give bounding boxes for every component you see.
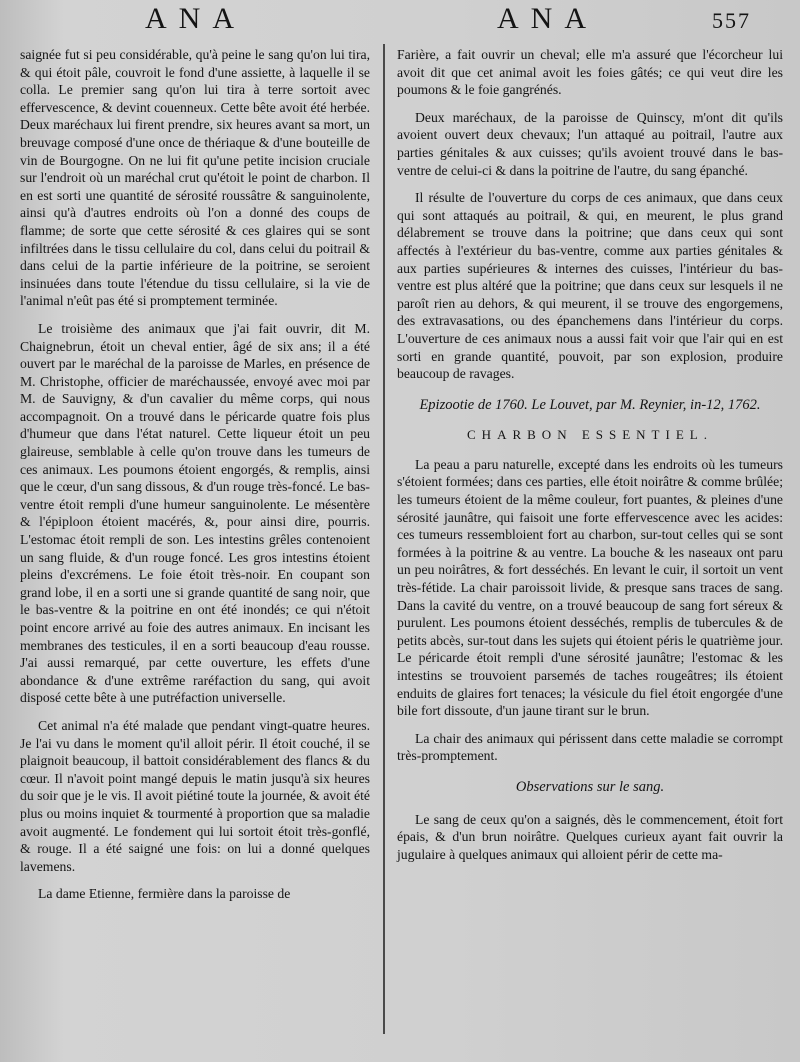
- paragraph: Deux maréchaux, de la paroisse de Quinscy, m'ont dit qu'ils avoient ouvert deux chevaux; l'un attaqué au poitrail, l'autre aux parties génitales & aux cuisses; qu'ils avoient trouvé dans le bas-ventre de celui-ci & dans la poitrine de l'autre, du sang épanché.: [397, 109, 783, 178]
- running-header-right: ANA: [497, 2, 598, 35]
- column-divider: [383, 44, 385, 1034]
- paragraph: Cet animal n'a été malade que pendant vingt-quatre heures. Je l'ai vu dans le moment qu'il alloit périr. Il étoit couché, il se plaignoit beaucoup, il battoit considérablement des flancs & du cœur. Il n'avoit point mangé depuis le matin jusqu'à six heures du soir que je le vis. Il avoit piétiné toute la journée, & avoit été plus ou moins inquiet & tourmenté à proportion que sa maladie avoit augmenté. Le fondement qui lui sortoit étoit très-gonflé, & rouge. Il a été saigné une fois: on lui a donné quelques lavemens.: [20, 717, 370, 874]
- subsection-heading: Observations sur le sang.: [515, 778, 665, 795]
- paragraph: La chair des animaux qui périssent dans cette maladie se corrompt très-promptement.: [397, 730, 783, 764]
- page-number: 557: [712, 8, 751, 33]
- paragraph: La dame Etienne, fermière dans la paroisse de: [38, 886, 291, 902]
- paragraph: Il résulte de l'ouverture du corps de ces animaux, que dans ceux qui sont attaqués au poitrail, & qui, en meurent, le plus grand délabrement se trouve dans la poitrine; que dans ceux qui sont affectés à l'extérieur du bas-ventre, comme aux parties génitales & aux parties supérieures & internes des cuisses, l'intérieur du bas-ventre est plus altéré que la poitrine; que dans ceux sur lesquels il ne paroît rien au dehors, & qui meurent, il se trouve des engorgemens, des extravasations, ou des épanchemens dans l'intérieur du corps. L'ouverture de ces animaux nous a aussi fait voir que l'air qui en est sorti en grande quantité, pouvoit, par son explosion, produire beaucoup de ravages.: [397, 190, 783, 382]
- right-column: [397, 46, 783, 863]
- section-heading: CHARBON ESSENTIEL.: [467, 427, 713, 443]
- epizootie-reference: Epizootie de 1760. Le Louvet, par M. Reynier, in-12, 1762.: [419, 396, 761, 413]
- paragraph: Farière, a fait ouvrir un cheval; elle m'a assuré que l'écorcheur lui avoit dit que cet animal avoit les foies gâtés; ce qui veut dire les poumons & le foie gangrénés.: [397, 47, 783, 98]
- paragraph: saignée fut si peu considérable, qu'à peine le sang qu'on lui tira, & qui étoit pâle, couvroit le fond d'une assiette, à laquelle il se colla. Le premier sang qu'on lui tira à terre sortoit avec effervescence, & devint couenneux. Cette bête avoit été herbée. Deux maréchaux lui firent prendre, six heures avant sa mort, un breuvage composé d'une once de thériaque & d'une bouteille de vin de Bourgogne. On ne lui fit qu'une petite incision cruciale sur l'endroit où un maréchal crut qu'étoit le point de charbon. Il en est sorti une quantité de sérosité roussâtre & sanguinolente, ainsi qu'à d'autres endroits où l'on a donné des coups de flamme; de sorte que cette sérosité & ces glaires qui se sont infiltrées dans le tissu cellulaire du col, dans celui du poitrail & dans celui de la partie inférieure de la poitrine, se seroient insinuées dans toute l'étendue du tissu cellulaire, si la vie de l'animal n'eût pas été si promptement terminée.: [20, 47, 370, 309]
- left-column: [20, 46, 370, 903]
- paragraph: La peau a paru naturelle, excepté dans les endroits où les tumeurs s'étoient formées; dans ces parties, elle étoit noirâtre & comme brûlée; les tumeurs étoient de la même couleur, fort puantes, & pleines d'une sérosité jaunâtre, qui faisoit une forte effervescence avec les acides: ces tumeurs ressembloient fort au charbon, sur-tout celles qui se sont formées à la poitrine & au ventre. La bouche & les naseaux ont paru un peu noirâtres, & fort desséchés. En levant le cuir, il sortoit un vent très-fétide. La chair paroissoit livide, & presque sans traces de sang. Dans la cavité du ventre, on a trouvé beaucoup de sang fort séreux & purulent. Les poumons étoient desséchés, remplis de tubercules & de petits abcès, sur-tout dans les sujets qui étoient péris le quatrième jour. Le péricarde étoit rempli d'une sérosité jaunâtre; l'estomac & les intestins se trouvoient parsemés de taches rougeâtres; ils étoient enduits de glaires fort tenaces; la vésicule du fiel étoit engorgée d'une bile fort dissoute, d'un jaune tirant sur le brun.: [397, 456, 783, 719]
- paragraph: Le troisième des animaux que j'ai fait ouvrir, dit M. Chaignebrun, étoit un cheval entier, âgé de six ans; il a été ouvert par le maréchal de la paroisse de Marles, en présence de M. Christophe, officier de maréchaussée, envoyé avec moi par M. de Sauvigny, & d'un cavalier du même corps, qui nous accompagnoit. On a trouvé dans le péricarde quatre fois plus d'humeur que dans l'état naturel. Cette liqueur étoit un peu glaireuse, semblable à celle qu'on trouve dans les tumeurs de ces animaux. Les poumons étoient engorgés, & remplis, ainsi que le cœur, d'un sang dissous, & d'un rouge très-foncé. Le bas-ventre étoit rempli d'une humeur sanguinolente. Le mésentère & l'épiploon étoient macérés, &, pour ainsi dire, pourris. L'estomac étoit rempli de son. Les intestins grêles contenoient un sang fluide, & d'un rouge foncé. Les gros intestins étoient pleins d'excrémens. Le foie étoit très-noir. En coupant son grand lobe, il en a sorti une si grande quantité de sang noir, que le bas-ventre & la poitrine en ont été inondés; ce qui n'étoit point encore arrivé au foie des autres animaux. En incisant les membranes des testicules, il en a sorti beaucoup d'eau rousse. J'ai aussi remarqué, par cette ouverture, les effets d'une abondance & d'une extrême raréfaction du sang, qui avoit disposé cette bête à une putréfaction universelle.: [20, 320, 370, 706]
- paragraph: Le sang de ceux qu'on a saignés, dès le commencement, étoit fort épais, & d'un brun noirâtre. Quelques curieux ayant fait ouvrir la jugulaire à quelques animaux qui alloient périr de cette ma-: [397, 811, 783, 862]
- running-header-left: ANA: [145, 2, 246, 35]
